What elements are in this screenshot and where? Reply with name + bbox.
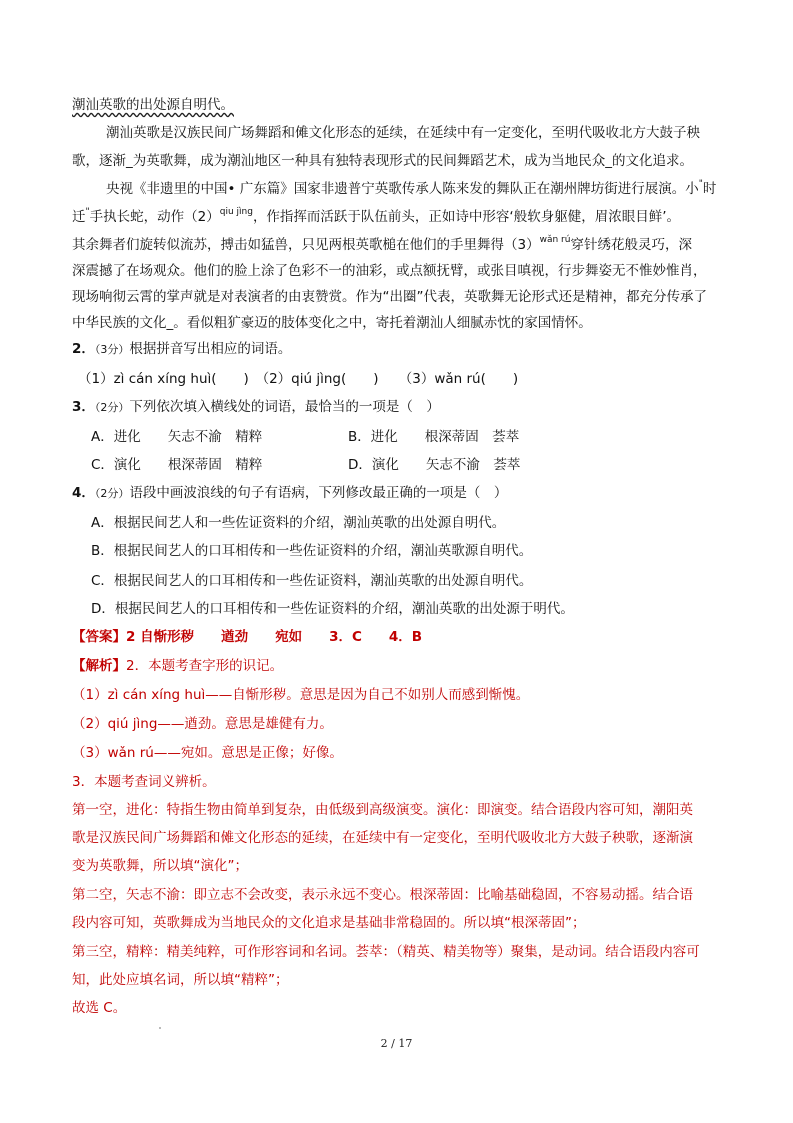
scan-mark [159,1027,161,1029]
analysis-blank3-line-1: 第三空，精粹：精美纯粹，可作形容词和名词。荟萃：（精英、精美物等）聚集，是动词。结合语段内容可 [72,944,700,960]
passage-title-sentence: 潮汕英歌的出处源自明代。 [72,97,234,113]
analysis-blank1-line-2: 歌是汉族民间广场舞蹈和傩文化形态的延续，在延续中有一定变化，至明代吸收北方大鼓子秧歌，逐渐演 [72,830,693,846]
analysis-q3-intro: 3．本题考查词义辨析。 [72,774,216,790]
analysis-blank3-line-2: 知，此处应填名词，所以填“精粹”； [72,972,289,988]
analysis-item-3: （3）wǎn rú——宛如。意思是正像；好像。 [72,745,343,761]
passage-paragraph-2-line-1: 央视《非遗里的中国• 广东篇》国家非遗普宁英歌传承人陈来发的舞队正在潮州牌坊街进行展演。小"时 [106,179,717,197]
question-3: 3．（2分）下列依次填入横线处的词语，最恰当的一项是（ ） [72,399,440,415]
question-4-option-b: B．根据民间艺人的口耳相传和一些佐证资料的介绍，潮汕英歌源自明代。 [91,543,533,559]
question-2: 2．（3分）根据拼音写出相应的词语。 [72,341,292,357]
question-4-option-d: D．根据民间艺人的口耳相传和一些佐证资料的介绍，潮汕英歌的出处源于明代。 [91,601,574,617]
passage-paragraph-2-line-2: 迁"手执长蛇，动作$(2)^{qiu jìng}$，作指挥而活跃于队伍前头，正如诗中形容‘般软身躯健，眉浓眼目鲜’。 [72,207,681,225]
analysis-blank2-line-1: 第二空，矢志不渝：即立志不会改变，表示永远不变心。根深蒂固：比喻基础稳固，不容易动摇。结合语 [72,887,693,903]
passage-paragraph-2-line-3: 其余舞者们旋转似流苏，搏击如猛兽，只见两根英歌槌在他们的手里舞得$(3)^{wǎn rú}$穿针绣花般灵巧，深 [72,235,692,253]
pinyin-qiu-jing: qiu jìng [219,207,253,217]
page-number: 2 / 17 [380,1037,413,1050]
analysis-blank1-line-1: 第一空，进化：特指生物由简单到复杂，由低级到高级演变。演化：即演变。结合语段内容可知，潮阳英 [72,802,693,818]
answer-text: 2 自惭形秽 遒劲 宛如 3．C 4．B [126,629,423,645]
answer-line [72,628,422,646]
question-4-option-c: C．根据民间艺人的口耳相传和一些佐证资料，潮汕英歌的出处源自明代。 [91,573,533,589]
passage-paragraph-2-line-6: 中华民族的文化_。看似粗犷豪迈的肢体变化之中，寄托着潮汕人细腻赤忱的家国情怀。 [72,315,592,331]
passage-paragraph-2-line-4: 深震撼了在场观众。他们的脸上涂了色彩不一的油彩，或点额抚臂，或张目嗔视，行步舞姿无不惟妙惟肖， [72,263,707,279]
analysis-conclusion: 故选 C。 [72,1000,127,1016]
analysis-blank1-line-3: 变为英歌舞，所以填“演化”； [72,858,248,874]
answer-label: 【答案】 [72,629,126,645]
analysis-label: 【解析】 [72,658,126,674]
passage-paragraph-2-line-5: 现场响彻云霄的掌声就是对表演者的由衷赞赏。作为“出圈”代表，英歌舞无论形式还是精神，都充分传承了 [72,289,707,305]
analysis-blank2-line-2: 段内容可知，英歌舞成为当地民众的文化追求是基础非常稳固的。所以填“根深蒂固”； [72,915,586,931]
passage-paragraph-1-line-1: 潮汕英歌是汉族民间广场舞蹈和傩文化形态的延续，在延续中有一定变化，至明代吸收北方大鼓子秧 [106,125,700,141]
pinyin-wan-ru: wǎn rú [539,235,571,245]
analysis-item-1: （1）zì cán xíng huì——自惭形秽。意思是因为自己不如别人而感到惭愧。 [72,687,530,703]
question-3-option-b: B．进化 根深蒂固 荟萃 [348,429,520,445]
passage-paragraph-1-line-2: 歌，逐渐_为英歌舞，成为潮汕地区一种具有独特表现形式的民间舞蹈艺术，成为当地民众_的文化追求。 [72,153,693,169]
question-4: 4．（2分）语段中画波浪线的句子有语病，下列修改最正确的一项是（ ） [72,485,508,501]
question-4-option-a: A．根据民间艺人和一些佐证资料的介绍，潮汕英歌的出处源自明代。 [91,515,506,531]
question-2-items: （1）zì cán xíng huì( ) （2）qiú jìng( ) （3）wǎn rú( ) [78,371,519,387]
question-3-option-a: A．进化 矢志不渝 精粹 [91,429,263,445]
question-3-option-d: D．演化 矢志不渝 荟萃 [348,457,521,473]
analysis-heading: 【解析】2．本题考查字形的识记。 [72,658,284,674]
analysis-item-2: （2）qiú jìng——遒劲。意思是雄健有力。 [72,716,333,732]
question-3-option-c: C．演化 根深蒂固 精粹 [91,457,263,473]
